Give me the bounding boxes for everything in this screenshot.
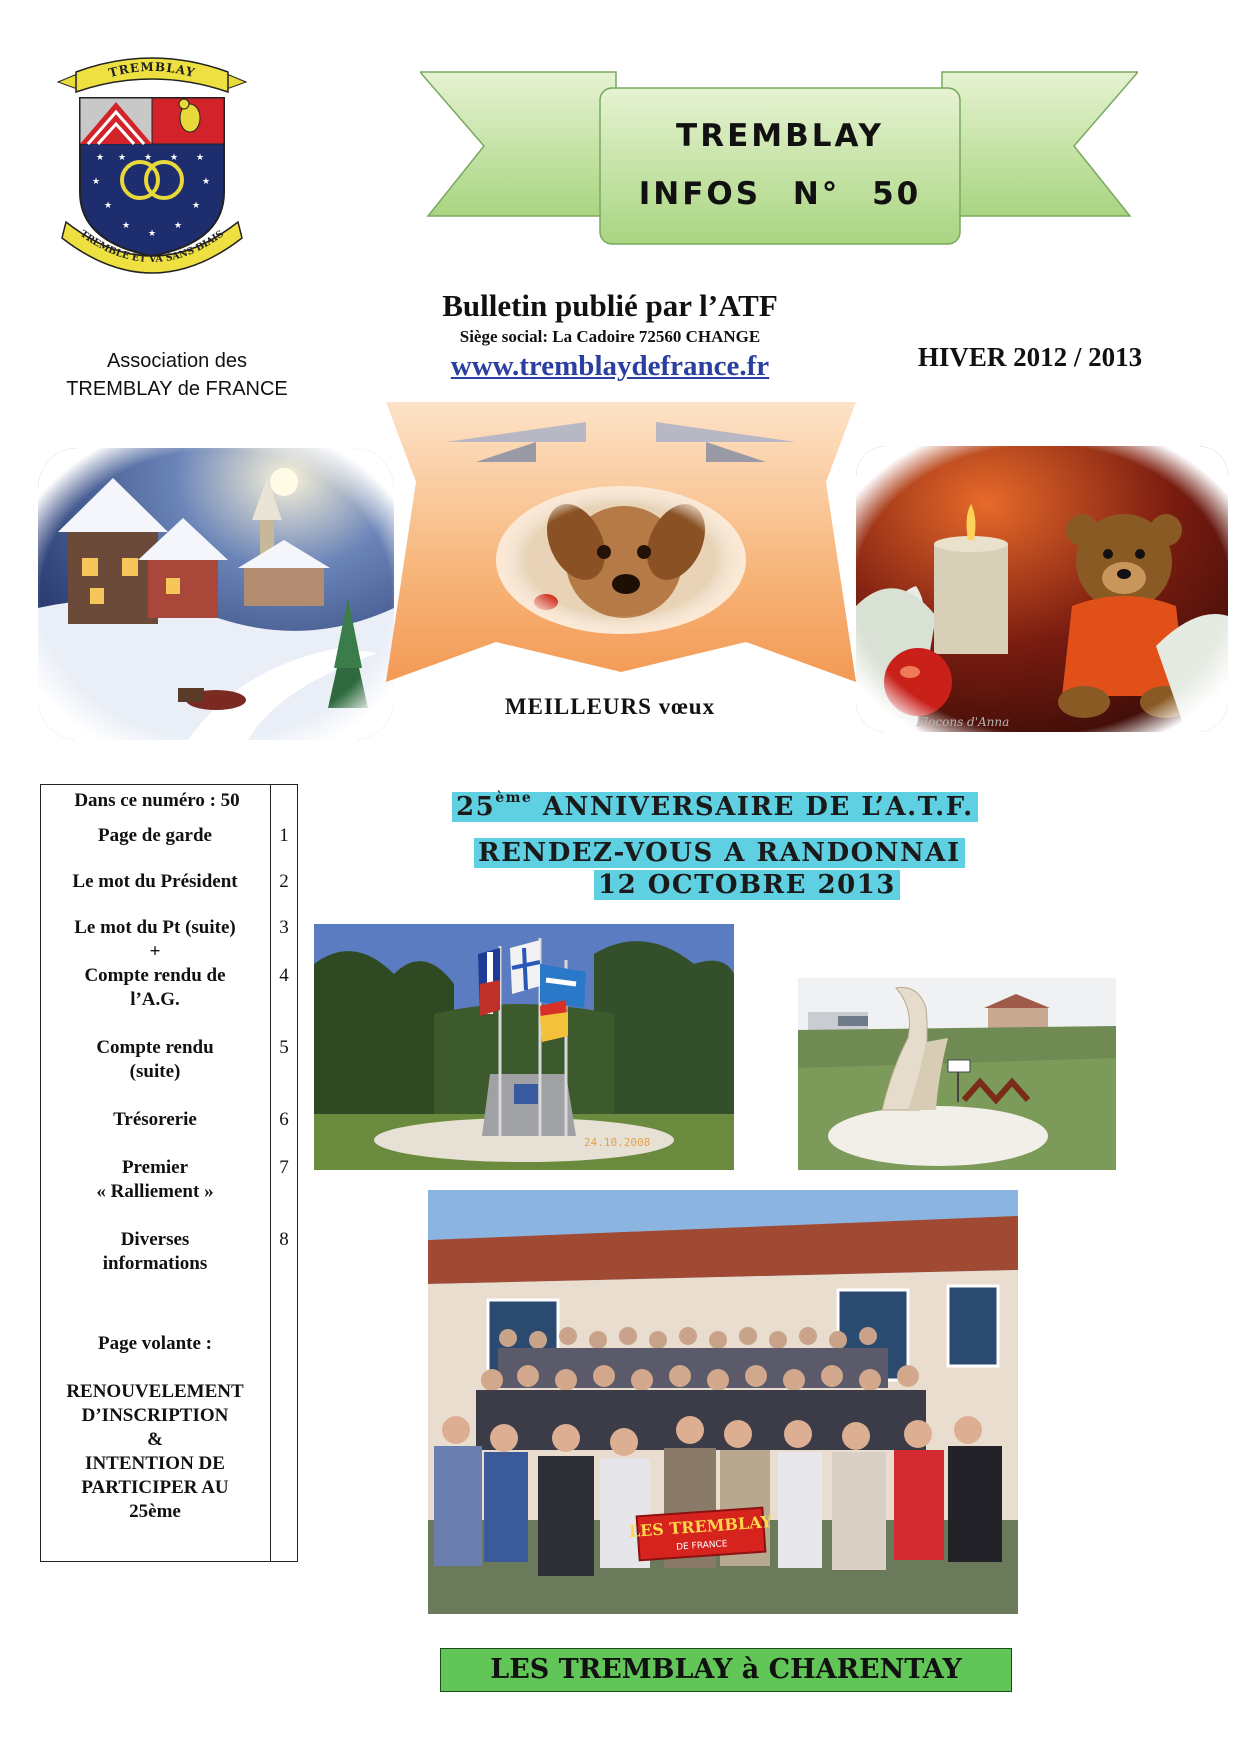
svg-text:★: ★ — [174, 221, 183, 231]
toc-entry: « Ralliement » — [96, 1181, 214, 1202]
crest-top-text: TREMBLAY — [107, 59, 197, 81]
toc-page-number: 6 — [279, 1109, 289, 1130]
toc-renewal-line: PARTICIPER AU — [81, 1477, 229, 1498]
group-photo-caption: LES TREMBLAY à CHARENTAY — [440, 1648, 1012, 1692]
publisher-line: Bulletin publié par l’ATF — [442, 288, 778, 323]
svg-text:★: ★ — [118, 153, 127, 163]
memorial-flags-photo — [314, 924, 734, 1170]
toc-renewal-line: & — [147, 1429, 163, 1450]
svg-text:★: ★ — [96, 153, 105, 163]
toc-entry: informations — [102, 1253, 208, 1274]
group-banner-text-1: LES TREMBLAY — [628, 1512, 773, 1542]
toc-entry[interactable]: Premier — [121, 1157, 189, 1178]
issue-number: INFOS N° 50 — [638, 176, 922, 212]
toc-page-number: 4 — [279, 965, 289, 986]
toc-page-number: 8 — [279, 1229, 289, 1250]
association-name-line1: Association des — [106, 350, 248, 372]
toc-page-number: 5 — [279, 1037, 289, 1058]
toc-entry[interactable]: Diverses — [120, 1229, 190, 1250]
svg-text:★: ★ — [92, 177, 101, 187]
greeting-banner — [386, 402, 856, 684]
toc-page-number: 3 — [279, 917, 289, 938]
crest-motto-text: TREMBLE ET VA SANS BIAIS — [78, 228, 226, 266]
toc-page-volante: Page volante : — [98, 1333, 212, 1354]
toc-entry[interactable]: Le mot du Pt (suite) — [74, 917, 236, 938]
website-link[interactable]: www.tremblaydefrance.fr — [450, 350, 770, 382]
group-banner-text-2: DE FRANCE — [675, 1539, 728, 1553]
candle-teddy-photo — [856, 446, 1228, 732]
newsletter-title: TREMBLAY — [676, 118, 884, 154]
toc-entry[interactable]: Compte rendu de — [84, 965, 226, 986]
toc-renewal-line: INTENTION DE — [85, 1453, 225, 1474]
members-group-photo — [428, 1190, 1018, 1614]
toc-entry[interactable]: Page de garde — [98, 825, 212, 846]
toc-entry: + — [149, 941, 161, 962]
svg-text:★: ★ — [196, 153, 205, 163]
toc-column-divider — [270, 784, 271, 1562]
svg-text:★: ★ — [192, 201, 201, 211]
anniversary-headline — [452, 792, 978, 822]
toc-page-number: 2 — [279, 871, 289, 892]
toc-page-number: 1 — [279, 825, 289, 846]
best-wishes-text: MEILLEURS vœux — [504, 694, 716, 719]
season-label: HIVER 2012 / 2013 — [917, 342, 1143, 372]
anniversary-ordinal: ème — [495, 790, 533, 806]
association-crest — [52, 52, 252, 288]
association-name-line2: TREMBLAY de FRANCE — [66, 378, 288, 400]
toc-page-number: 7 — [279, 1157, 289, 1178]
sculpture-monument-photo — [798, 978, 1116, 1170]
svg-text:★: ★ — [170, 153, 179, 163]
anniversary-number: 25 — [456, 792, 496, 822]
svg-text:★: ★ — [122, 221, 131, 231]
toc-renewal-line: D’INSCRIPTION — [81, 1405, 229, 1426]
toc-entry[interactable]: Trésorerie — [113, 1109, 197, 1130]
photo-date-stamp: 24.10.2008 — [584, 1136, 651, 1149]
meeting-date: 12 OCTOBRE 2013 — [594, 870, 900, 900]
title-ribbon — [420, 66, 1138, 246]
toc-entry[interactable]: Le mot du Président — [72, 871, 238, 892]
winter-village-photo — [38, 448, 394, 740]
toc-title: Dans ce numéro : 50 — [74, 790, 240, 811]
svg-text:★: ★ — [104, 201, 113, 211]
svg-text:★: ★ — [148, 229, 157, 239]
toc-renewal-line: 25ème — [129, 1501, 181, 1522]
toc-entry[interactable]: Compte rendu — [96, 1037, 214, 1058]
toc-entry: l’A.G. — [130, 989, 180, 1010]
headquarters-address: Siège social: La Cadoire 72560 CHANGE — [459, 327, 761, 346]
anniversary-title: ANNIVERSAIRE DE L’A.T.F. — [532, 792, 974, 822]
meeting-headline: RENDEZ-VOUS A RANDONNAI — [474, 838, 965, 868]
svg-text:★: ★ — [202, 177, 211, 187]
svg-text:★: ★ — [144, 153, 153, 163]
toc-entry: (suite) — [129, 1061, 181, 1082]
photo-watermark: Flocons d'Anna — [916, 715, 1010, 729]
toc-renewal-line: RENOUVELEMENT — [66, 1381, 244, 1402]
